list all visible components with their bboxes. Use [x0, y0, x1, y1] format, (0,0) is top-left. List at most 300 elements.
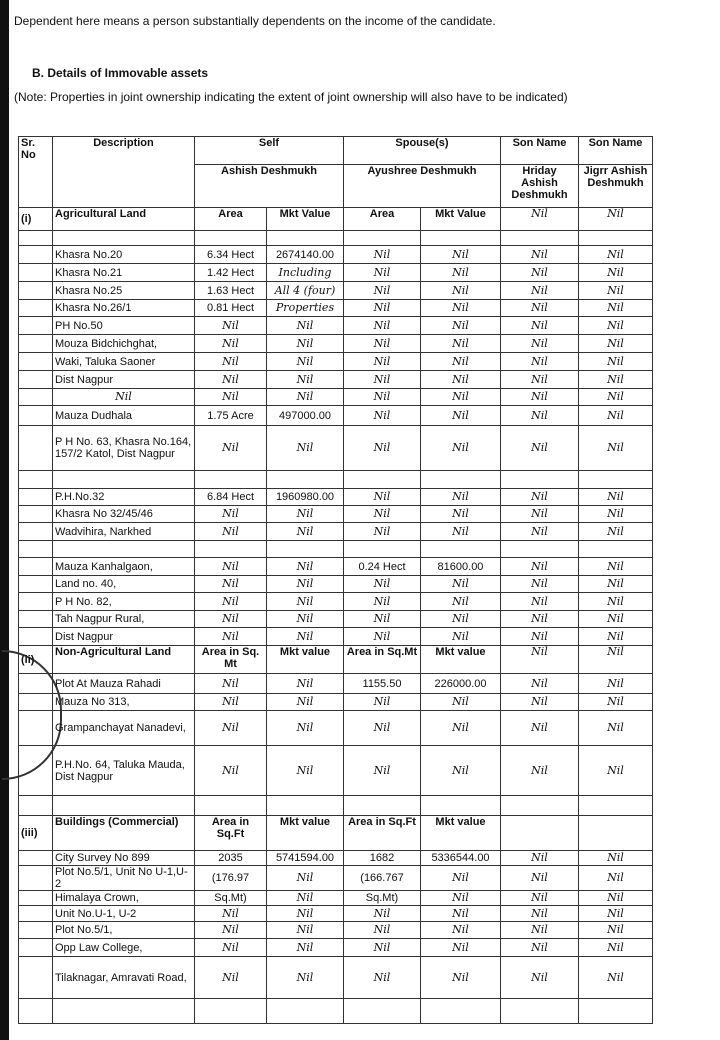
- table-body: [19, 208, 653, 1024]
- value-cell: Nil: [501, 264, 579, 282]
- value-cell: [579, 541, 653, 558]
- value-cell: Nil: [267, 558, 344, 576]
- self-header: Self: [195, 137, 344, 165]
- value-cell: Nil: [267, 746, 344, 796]
- description-cell: Wadvihira, Narkhed: [53, 523, 195, 541]
- value-cell: Nil: [344, 957, 421, 999]
- value-cell: Nil: [344, 628, 421, 646]
- table-row: [19, 231, 653, 246]
- description-cell: Agricultural Land: [53, 208, 195, 231]
- value-cell: Nil: [501, 957, 579, 999]
- value-cell: [501, 471, 579, 489]
- value-cell: Nil: [579, 246, 653, 264]
- value-cell: Sq.Mt): [195, 891, 267, 906]
- value-cell: Nil: [501, 353, 579, 371]
- table-row: [19, 646, 653, 674]
- value-cell: Nil: [267, 576, 344, 593]
- value-cell: Nil: [421, 891, 501, 906]
- sr-no-cell: [19, 389, 53, 406]
- sr-no-cell: [19, 371, 53, 389]
- value-cell: [267, 999, 344, 1024]
- table-row: [19, 246, 653, 264]
- value-cell: Nil: [579, 523, 653, 541]
- value-cell: Nil: [421, 264, 501, 282]
- table-row: [19, 282, 653, 300]
- dependent-note: Dependent here means a person substantially dependents on the income of the candidate.: [14, 14, 496, 28]
- description-cell: [53, 231, 195, 246]
- table-row: [19, 999, 653, 1024]
- sr-no-cell: [19, 593, 53, 611]
- value-cell: Nil: [344, 694, 421, 711]
- value-cell: Area in Sq.Ft: [195, 816, 267, 851]
- table-row: [19, 746, 653, 796]
- table-row: [19, 576, 653, 593]
- value-cell: Nil: [501, 746, 579, 796]
- value-cell: Nil: [579, 611, 653, 628]
- description-cell: Nil: [53, 389, 195, 406]
- value-cell: Nil: [421, 576, 501, 593]
- value-cell: Nil: [501, 576, 579, 593]
- value-cell: Nil: [421, 628, 501, 646]
- sr-no-cell: [19, 406, 53, 426]
- value-cell: [579, 999, 653, 1024]
- value-cell: Nil: [344, 246, 421, 264]
- value-cell: Nil: [195, 523, 267, 541]
- value-cell: Nil: [344, 746, 421, 796]
- value-cell: Nil: [579, 389, 653, 406]
- sr-no-cell: [19, 866, 53, 891]
- sr-no-cell: [19, 851, 53, 866]
- value-cell: Nil: [579, 335, 653, 353]
- value-cell: Nil: [267, 906, 344, 922]
- sr-no-cell: [19, 922, 53, 939]
- value-cell: Nil: [344, 576, 421, 593]
- value-cell: Nil: [421, 939, 501, 957]
- value-cell: Nil: [421, 300, 501, 317]
- table-row: [19, 317, 653, 335]
- description-cell: Tilaknagar, Amravati Road,: [53, 957, 195, 999]
- description-cell: Dist Nagpur: [53, 371, 195, 389]
- value-cell: Nil: [195, 746, 267, 796]
- table-row: [19, 208, 653, 231]
- value-cell: Nil: [195, 593, 267, 611]
- value-cell: Nil: [344, 523, 421, 541]
- table-row: [19, 406, 653, 426]
- table-row: [19, 426, 653, 471]
- value-cell: Sq.Mt): [344, 891, 421, 906]
- value-cell: [421, 471, 501, 489]
- value-cell: Nil: [195, 957, 267, 999]
- value-cell: Nil: [501, 611, 579, 628]
- value-cell: 81600.00: [421, 558, 501, 576]
- value-cell: Nil: [267, 317, 344, 335]
- value-cell: Nil: [421, 593, 501, 611]
- value-cell: Nil: [579, 282, 653, 300]
- description-cell: [53, 999, 195, 1024]
- value-cell: [579, 231, 653, 246]
- value-cell: 6.34 Hect: [195, 246, 267, 264]
- self-name: Ashish Deshmukh: [195, 165, 344, 208]
- value-cell: Nil: [579, 674, 653, 694]
- value-cell: Nil: [344, 906, 421, 922]
- value-cell: Nil: [344, 593, 421, 611]
- value-cell: All 4 (four): [267, 282, 344, 300]
- son1-name: Hriday Ashish Deshmukh: [501, 165, 579, 208]
- sr-no-cell: [19, 558, 53, 576]
- description-cell: Plot No.5/1, Unit No U-1,U-2: [53, 866, 195, 891]
- value-cell: [421, 541, 501, 558]
- sr-no-cell: [19, 746, 53, 796]
- value-cell: Nil: [579, 922, 653, 939]
- description-cell: Unit No.U-1, U-2: [53, 906, 195, 922]
- value-cell: Nil: [579, 264, 653, 282]
- value-cell: Nil: [579, 506, 653, 523]
- value-cell: Nil: [421, 611, 501, 628]
- value-cell: 1.75 Acre: [195, 406, 267, 426]
- table-row: [19, 851, 653, 866]
- value-cell: Nil: [501, 694, 579, 711]
- value-cell: Nil: [267, 335, 344, 353]
- value-cell: Nil: [501, 282, 579, 300]
- value-cell: Nil: [421, 282, 501, 300]
- description-cell: Non-Agricultural Land: [53, 646, 195, 674]
- sr-no-cell: [19, 939, 53, 957]
- sr-no-cell: [19, 231, 53, 246]
- table-row: [19, 541, 653, 558]
- value-cell: Nil: [421, 906, 501, 922]
- description-cell: Mauza Kanhalgaon,: [53, 558, 195, 576]
- value-cell: [501, 796, 579, 816]
- section-title: B. Details of Immovable assets: [32, 66, 209, 80]
- value-cell: Nil: [579, 711, 653, 746]
- value-cell: Nil: [195, 939, 267, 957]
- value-cell: Nil: [501, 711, 579, 746]
- value-cell: Nil: [579, 957, 653, 999]
- value-cell: Nil: [344, 489, 421, 506]
- value-cell: Nil: [267, 711, 344, 746]
- description-cell: Mouza Bidchichghat,: [53, 335, 195, 353]
- value-cell: Nil: [344, 711, 421, 746]
- value-cell: Nil: [579, 866, 653, 891]
- sr-no-cell: [19, 282, 53, 300]
- value-cell: Area in Sq. Mt: [195, 646, 267, 674]
- value-cell: Nil: [501, 922, 579, 939]
- sr-no-cell: [19, 891, 53, 906]
- value-cell: Nil: [501, 371, 579, 389]
- description-cell: Himalaya Crown,: [53, 891, 195, 906]
- son2-header: Son Name: [579, 137, 653, 165]
- value-cell: Nil: [579, 646, 653, 674]
- value-cell: Nil: [501, 558, 579, 576]
- sr-no-cell: [19, 628, 53, 646]
- value-cell: Nil: [579, 406, 653, 426]
- value-cell: Nil: [579, 353, 653, 371]
- value-cell: Nil: [344, 317, 421, 335]
- value-cell: Nil: [579, 317, 653, 335]
- value-cell: Nil: [195, 576, 267, 593]
- value-cell: 1.63 Hect: [195, 282, 267, 300]
- value-cell: Nil: [344, 282, 421, 300]
- description-cell: Opp Law College,: [53, 939, 195, 957]
- value-cell: [195, 541, 267, 558]
- table-row: [19, 264, 653, 282]
- value-cell: 226000.00: [421, 674, 501, 694]
- value-cell: [421, 796, 501, 816]
- value-cell: Nil: [421, 371, 501, 389]
- value-cell: 0.81 Hect: [195, 300, 267, 317]
- value-cell: Nil: [501, 246, 579, 264]
- value-cell: Nil: [501, 317, 579, 335]
- value-cell: [195, 231, 267, 246]
- value-cell: [267, 471, 344, 489]
- table-row: [19, 523, 653, 541]
- description-cell: Grampanchayat Nanadevi,: [53, 711, 195, 746]
- description-cell: Mauza Dudhala: [53, 406, 195, 426]
- value-cell: 6.84 Hect: [195, 489, 267, 506]
- value-cell: 1682: [344, 851, 421, 866]
- value-cell: 1960980.00: [267, 489, 344, 506]
- value-cell: Nil: [344, 939, 421, 957]
- value-cell: Nil: [501, 523, 579, 541]
- value-cell: [344, 471, 421, 489]
- value-cell: Nil: [267, 523, 344, 541]
- value-cell: Nil: [344, 611, 421, 628]
- table-row: [19, 711, 653, 746]
- value-cell: Nil: [267, 371, 344, 389]
- table-row: [19, 628, 653, 646]
- value-cell: Nil: [421, 922, 501, 939]
- value-cell: Nil: [579, 891, 653, 906]
- table-row: [19, 335, 653, 353]
- table-row: [19, 471, 653, 489]
- value-cell: Nil: [195, 906, 267, 922]
- value-cell: Nil: [421, 246, 501, 264]
- sr-no-cell: (i): [19, 208, 53, 231]
- value-cell: (176.97: [195, 866, 267, 891]
- table-row: [19, 906, 653, 922]
- value-cell: Nil: [579, 746, 653, 796]
- value-cell: Nil: [421, 866, 501, 891]
- sr-no-cell: [19, 796, 53, 816]
- value-cell: Nil: [579, 593, 653, 611]
- value-cell: Nil: [501, 628, 579, 646]
- value-cell: Nil: [267, 891, 344, 906]
- description-cell: Dist Nagpur: [53, 628, 195, 646]
- description-cell: Khasra No.26/1: [53, 300, 195, 317]
- value-cell: Nil: [195, 371, 267, 389]
- value-cell: Nil: [267, 694, 344, 711]
- value-cell: Nil: [501, 389, 579, 406]
- value-cell: Nil: [267, 628, 344, 646]
- sr-no-header: Sr. No: [19, 137, 53, 208]
- value-cell: Nil: [579, 939, 653, 957]
- value-cell: Nil: [579, 694, 653, 711]
- value-cell: Nil: [421, 957, 501, 999]
- value-cell: Nil: [195, 389, 267, 406]
- description-cell: Land no. 40,: [53, 576, 195, 593]
- value-cell: Nil: [421, 523, 501, 541]
- value-cell: Area: [344, 208, 421, 231]
- value-cell: Nil: [421, 694, 501, 711]
- value-cell: Area in Sq.Ft: [344, 816, 421, 851]
- son2-name: Jigrr Ashish Deshmukh: [579, 165, 653, 208]
- value-cell: Nil: [501, 939, 579, 957]
- sr-no-cell: (iii): [19, 816, 53, 851]
- value-cell: [267, 231, 344, 246]
- value-cell: [501, 541, 579, 558]
- sr-no-cell: [19, 353, 53, 371]
- value-cell: [195, 796, 267, 816]
- value-cell: Nil: [195, 922, 267, 939]
- table-row: [19, 922, 653, 939]
- description-cell: P.H.No.32: [53, 489, 195, 506]
- value-cell: Nil: [344, 353, 421, 371]
- value-cell: Nil: [267, 674, 344, 694]
- sr-no-cell: [19, 264, 53, 282]
- value-cell: Nil: [421, 353, 501, 371]
- sr-no-cell: [19, 317, 53, 335]
- value-cell: Nil: [344, 300, 421, 317]
- sr-no-cell: [19, 426, 53, 471]
- value-cell: 2035: [195, 851, 267, 866]
- table-row: [19, 866, 653, 891]
- value-cell: Nil: [421, 389, 501, 406]
- value-cell: [501, 231, 579, 246]
- value-cell: Nil: [579, 906, 653, 922]
- value-cell: Nil: [501, 489, 579, 506]
- value-cell: 1.42 Hect: [195, 264, 267, 282]
- description-cell: Khasra No.25: [53, 282, 195, 300]
- value-cell: Mkt value: [421, 646, 501, 674]
- value-cell: Nil: [421, 406, 501, 426]
- value-cell: Nil: [195, 353, 267, 371]
- value-cell: Nil: [501, 866, 579, 891]
- value-cell: Nil: [267, 506, 344, 523]
- scan-edge: [0, 0, 9, 1040]
- value-cell: Nil: [267, 353, 344, 371]
- sr-no-cell: (ii): [19, 646, 53, 674]
- description-header: Description: [53, 137, 195, 208]
- value-cell: Nil: [195, 317, 267, 335]
- value-cell: Nil: [501, 208, 579, 231]
- sr-no-cell: [19, 711, 53, 746]
- value-cell: Nil: [421, 317, 501, 335]
- value-cell: Including: [267, 264, 344, 282]
- value-cell: Nil: [501, 674, 579, 694]
- sr-no-cell: [19, 999, 53, 1024]
- value-cell: Nil: [501, 335, 579, 353]
- value-cell: Nil: [501, 300, 579, 317]
- table-row: [19, 389, 653, 406]
- value-cell: Nil: [421, 489, 501, 506]
- value-cell: Nil: [344, 922, 421, 939]
- value-cell: Nil: [501, 593, 579, 611]
- table-row: [19, 611, 653, 628]
- value-cell: [267, 796, 344, 816]
- value-cell: Nil: [195, 426, 267, 471]
- value-cell: Nil: [195, 506, 267, 523]
- value-cell: Nil: [267, 611, 344, 628]
- joint-ownership-note: (Note: Properties in joint ownership indicating the extent of joint ownership will also have to be indicated): [14, 90, 568, 104]
- value-cell: [579, 796, 653, 816]
- table-row: [19, 506, 653, 523]
- value-cell: [579, 816, 653, 851]
- value-cell: Nil: [421, 746, 501, 796]
- value-cell: Nil: [579, 628, 653, 646]
- value-cell: Nil: [267, 389, 344, 406]
- value-cell: Nil: [267, 866, 344, 891]
- value-cell: Nil: [579, 851, 653, 866]
- sr-no-cell: [19, 471, 53, 489]
- value-cell: 1155.50: [344, 674, 421, 694]
- value-cell: Nil: [195, 611, 267, 628]
- value-cell: [344, 231, 421, 246]
- value-cell: Nil: [579, 300, 653, 317]
- description-cell: Plot At Mauza Rahadi: [53, 674, 195, 694]
- value-cell: Nil: [344, 264, 421, 282]
- description-cell: P H No. 63, Khasra No.164, 157/2 Katol, Dist Nagpur: [53, 426, 195, 471]
- value-cell: Nil: [579, 576, 653, 593]
- value-cell: [579, 471, 653, 489]
- value-cell: 0.24 Hect: [344, 558, 421, 576]
- value-cell: Nil: [501, 891, 579, 906]
- value-cell: Mkt value: [267, 816, 344, 851]
- value-cell: [344, 541, 421, 558]
- value-cell: [267, 541, 344, 558]
- value-cell: Nil: [421, 426, 501, 471]
- table-row: [19, 489, 653, 506]
- sr-no-cell: [19, 674, 53, 694]
- value-cell: Nil: [501, 506, 579, 523]
- spouse-name: Ayushree Deshmukh: [344, 165, 501, 208]
- table-row: [19, 371, 653, 389]
- value-cell: Mkt Value: [421, 208, 501, 231]
- table-row: [19, 674, 653, 694]
- sr-no-cell: [19, 335, 53, 353]
- sr-no-cell: [19, 576, 53, 593]
- value-cell: Nil: [267, 593, 344, 611]
- sr-no-cell: [19, 906, 53, 922]
- sr-no-cell: [19, 523, 53, 541]
- value-cell: Nil: [501, 851, 579, 866]
- immovable-assets-table: [18, 136, 653, 1024]
- value-cell: 2674140.00: [267, 246, 344, 264]
- table-row: [19, 816, 653, 851]
- description-cell: Khasra No.20: [53, 246, 195, 264]
- table-row: [19, 300, 653, 317]
- value-cell: Nil: [501, 406, 579, 426]
- value-cell: Nil: [579, 558, 653, 576]
- value-cell: [195, 471, 267, 489]
- description-cell: [53, 471, 195, 489]
- value-cell: Nil: [267, 957, 344, 999]
- spouse-header: Spouse(s): [344, 137, 501, 165]
- description-cell: P.H.No. 64, Taluka Mauda, Dist Nagpur: [53, 746, 195, 796]
- value-cell: Nil: [195, 335, 267, 353]
- sr-no-cell: [19, 957, 53, 999]
- value-cell: Nil: [421, 506, 501, 523]
- description-cell: [53, 796, 195, 816]
- son1-header: Son Name: [501, 137, 579, 165]
- value-cell: Nil: [195, 628, 267, 646]
- description-cell: Tah Nagpur Rural,: [53, 611, 195, 628]
- sr-no-cell: [19, 246, 53, 264]
- description-cell: Waki, Taluka Saoner: [53, 353, 195, 371]
- description-cell: [53, 541, 195, 558]
- description-cell: City Survey No 899: [53, 851, 195, 866]
- table-row: [19, 796, 653, 816]
- value-cell: Nil: [421, 335, 501, 353]
